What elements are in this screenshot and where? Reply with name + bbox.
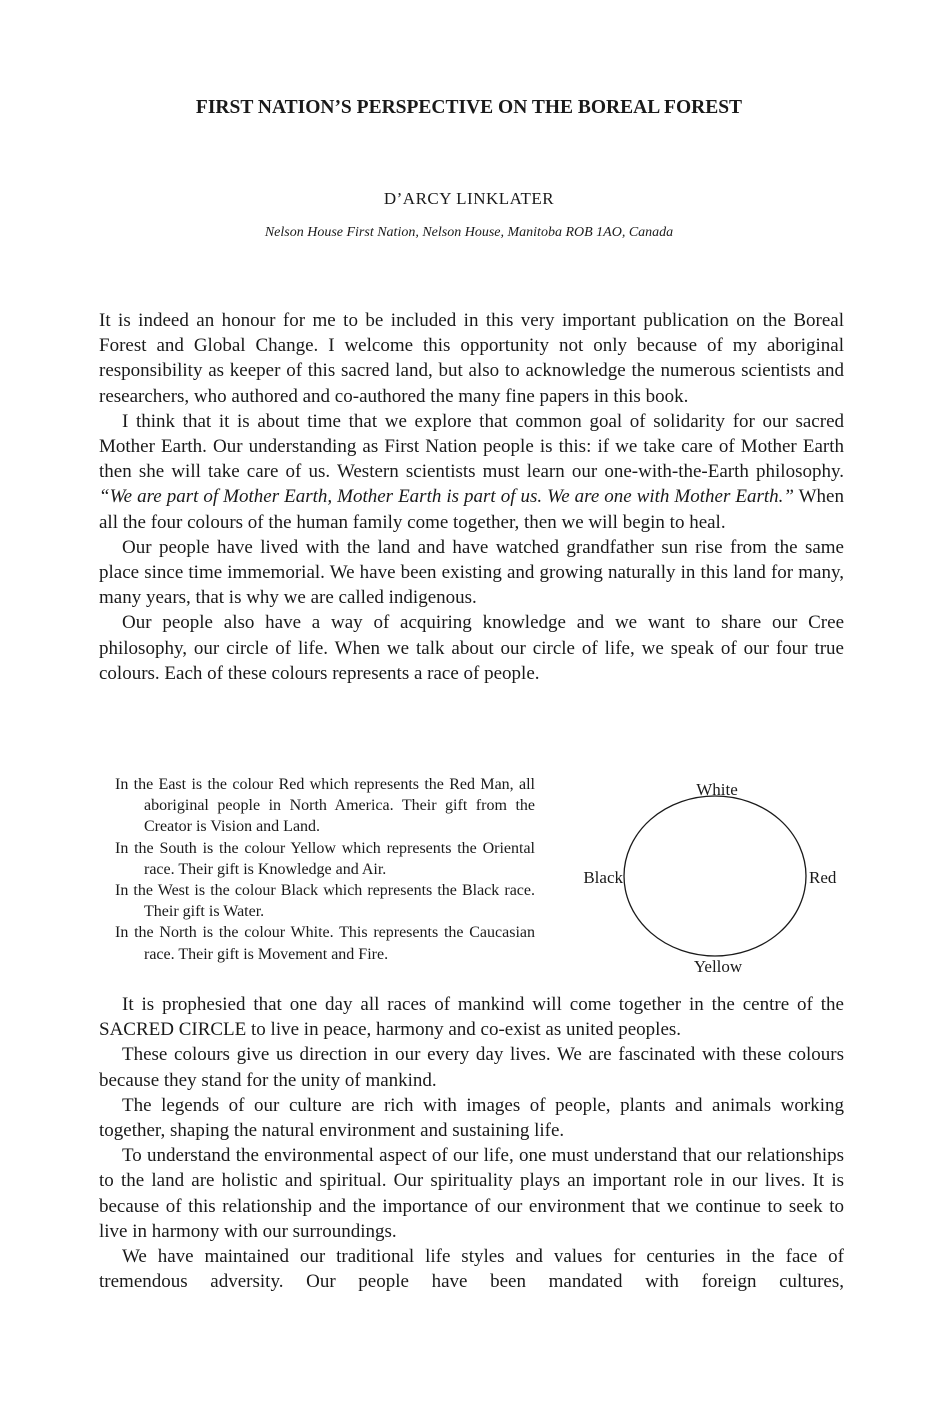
four-directions-list: [115, 774, 535, 965]
paragraph-3: Our people have lived with the land and have watched grandfather sun rise from the same place since time immemorial. We have been existing and growing naturally in this land for many, many years, that is why we are called indigenous.: [99, 536, 844, 609]
paragraph-5: It is prophesied that one day all races of mankind will come together in the centre of the SACRED CIRCLE to live in peace, harmony and co-exist as united peoples.: [99, 994, 844, 1041]
paper-title: FIRST NATION’S PERSPECTIVE ON THE BOREAL FOREST: [195, 97, 743, 118]
paragraph-2-start: I think that it is about time that we explore that common goal of solidarity for our sacred Mother Earth. Our understanding as First Nation people is this: if we take care of Mother Earth then she will take care of us. Western scientists must learn our one-with-the-Earth philosophy.: [99, 410, 844, 483]
author-name: D’ARCY LINKLATER: [383, 189, 555, 208]
direction-south: In the South is the colour Yellow which represents the Oriental race. Their gift is Knowledge and Air.: [115, 839, 535, 878]
author-affiliation: Nelson House First Nation, Nelson House, Manitoba ROB 1AO, Canada: [264, 225, 674, 240]
direction-north: In the North is the colour White. This represents the Caucasian race. Their gift is Movement and Fire.: [115, 924, 535, 963]
paragraph-4: Our people also have a way of acquiring knowledge and we want to share our Cree philosophy, our circle of life. When we talk about our circle of life, we speak of our four true colours. Each of these colours represents a race of people.: [99, 612, 844, 684]
paragraph-9: We have maintained our traditional life styles and values for centuries in the face of tremendous adversity. Our people have been mandated with foreign cultures,: [99, 1246, 844, 1293]
paragraph-1: It is indeed an honour for me to be included in this very important publication on the Boreal Forest and Global Change. I welcome this opportunity not only because of my aboriginal responsibility as keeper of this sacred land, but also to acknowledge the numerous scientists and researchers, who authored and co-authored the many fine papers in this book.: [99, 310, 844, 407]
direction-east: In the East is the colour Red which represents the Red Man, all aboriginal people in North America. Their gift from the Creator is Vision and Land.: [115, 776, 535, 836]
paragraph-6: These colours give us direction in our every day lives. We are fascinated with these colours because they stand for the unity of mankind.: [99, 1044, 844, 1091]
label-white: White: [696, 780, 738, 799]
continuation-section: [99, 992, 844, 1294]
paragraph-8: To understand the environmental aspect of our life, one must understand that our relationships to the land are holistic and spiritual. Our spirituality plays an important role in our lives. It is because of this relationship and the importance of our environment that we continue to seek to live in harmony with our surroundings.: [99, 1145, 844, 1242]
intro-section: [99, 308, 844, 686]
paragraph-7: The legends of our culture are rich with images of people, plants and animals working together, shaping the natural environment and sustaining life.: [99, 1094, 844, 1142]
label-yellow: Yellow: [693, 957, 743, 976]
mother-earth-quote: “We are part of Mother Earth, Mother Earth is part of us. We are one with Mother Earth.”: [99, 486, 794, 508]
label-red: Red: [809, 868, 837, 887]
paragraph-2: [99, 409, 844, 535]
paragraph-2-end: When all the four colours of the human family come together, then we will begin to heal.: [99, 486, 844, 533]
label-black: Black: [583, 868, 623, 887]
sacred-circle-diagram: [560, 770, 860, 985]
sacred-circle: [624, 796, 806, 956]
direction-west: In the West is the colour Black which represents the Black race. Their gift is Water.: [115, 882, 535, 921]
